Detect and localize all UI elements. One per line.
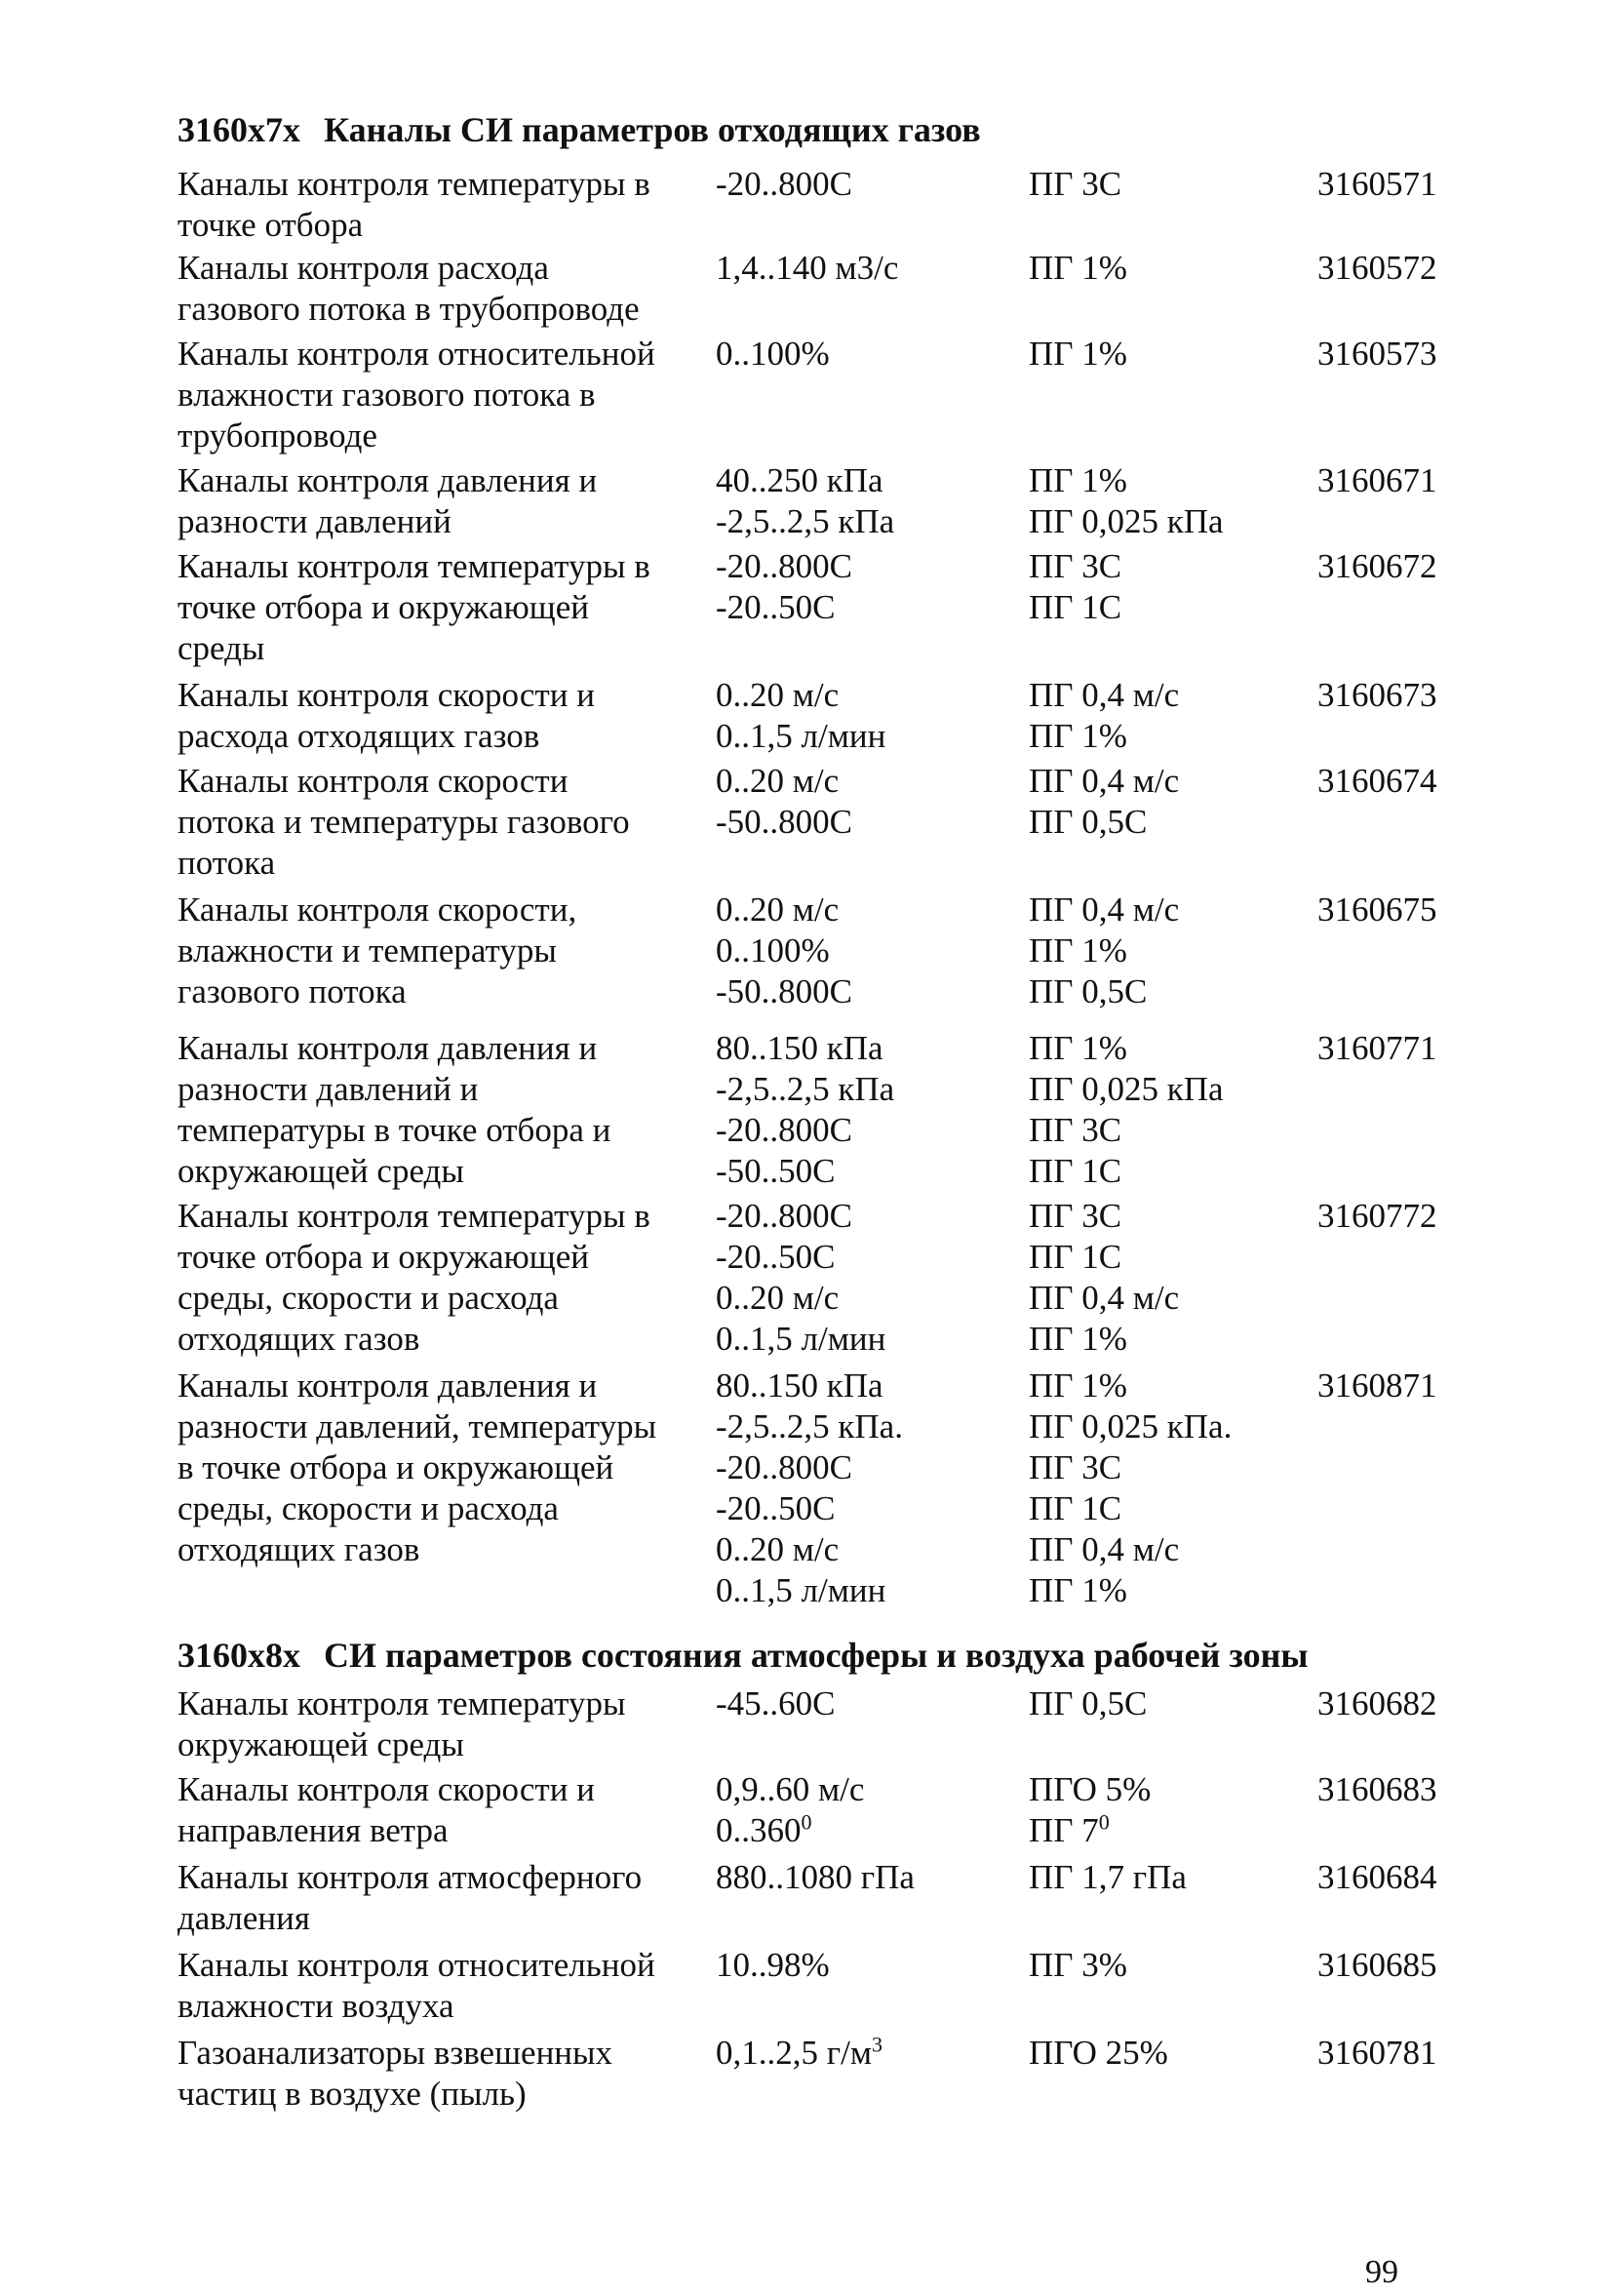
error-limit: ПГ 0,5С [1029, 1684, 1148, 1722]
measurement-range: 0,1..2,5 $г/м^3$ [716, 2032, 882, 2072]
channel-code: 3160685 [1317, 1946, 1437, 1984]
channel-code: 3160572 [1317, 249, 1437, 287]
error-limit: ПГ 3С [1029, 165, 1122, 203]
error-limit: ПГ 1% [1029, 335, 1127, 373]
measurement-range: 0..20 м/с -50..800С [716, 762, 852, 841]
measurement-range: -20..800С [716, 165, 852, 203]
error-limit: ПГ 1,7 гПа [1029, 1858, 1187, 1896]
section-title: Каналы СИ параметров отходящих газов [324, 110, 981, 149]
channel-code: 3160781 [1317, 2034, 1437, 2072]
measurement-range: -20..800С -20..50С [716, 547, 852, 626]
channel-code: 3160674 [1317, 762, 1437, 800]
measurement-range: 80..150 кПа -2,5..2,5 кПа -20..800С -50..50С [716, 1029, 895, 1190]
measurement-range: 40..250 кПа -2,5..2,5 кПа [716, 461, 895, 540]
channel-name: Каналы контроля расхода газового потока в трубопроводе [177, 249, 640, 328]
channel-code: 3160672 [1317, 547, 1437, 585]
channel-name: Каналы контроля давления и разности давлений, температуры в точке отбора и окружающей среды, скорости и расхода отходящих газов [177, 1366, 657, 1568]
error-limit: ПГ 0,4 м/с ПГ 0,5С [1029, 762, 1180, 841]
section-heading [177, 109, 981, 150]
channel-name: Каналы контроля давления и разности давлений и температуры в точке отбора и окружающей среды [177, 1029, 611, 1190]
error-limit: ПГО 5% ПГ $7^0$ [1029, 1770, 1152, 1849]
section-title: СИ параметров состояния атмосферы и воздуха рабочей зоны [324, 1636, 1309, 1675]
page-number: 99 [1365, 2254, 1398, 2290]
error-limit: ПГ 0,4 м/с ПГ 1% ПГ 0,5С [1029, 891, 1180, 1010]
channel-name: Каналы контроля температуры окружающей среды [177, 1684, 626, 1763]
measurement-range: 0..20 м/с 0..100% -50..800С [716, 891, 852, 1010]
error-limit: ПГ 3% [1029, 1946, 1127, 1984]
error-limit: ПГ 3С ПГ 1С [1029, 547, 1122, 626]
measurement-range: 1,4..140 м3/с [716, 249, 899, 287]
measurement-range: 10..98% [716, 1946, 830, 1984]
channel-name: Каналы контроля скорости потока и температуры газового потока [177, 762, 630, 882]
channel-code: 3160771 [1317, 1029, 1437, 1067]
error-limit: ПГ 1% ПГ 0,025 кПа. ПГ 3С ПГ 1С ПГ 0,4 м/с ПГ 1% [1029, 1366, 1233, 1609]
channel-name: Каналы контроля скорости и направления ветра [177, 1770, 595, 1849]
channel-name: Каналы контроля давления и разности давлений [177, 461, 598, 540]
error-limit: ПГ 0,4 м/с ПГ 1% [1029, 676, 1180, 755]
section-code: 3160x8x [177, 1636, 300, 1675]
channel-name: Каналы контроля температуры в точке отбора [177, 165, 650, 244]
channel-code: 3160675 [1317, 891, 1437, 929]
error-limit: ПГ 3С ПГ 1С ПГ 0,4 м/с ПГ 1% [1029, 1197, 1180, 1358]
channel-code: 3160571 [1317, 165, 1437, 203]
channel-code: 3160871 [1317, 1366, 1437, 1405]
measurement-range: 80..150 кПа -2,5..2,5 кПа. -20..800С -20..50С 0..20 м/с 0..1,5 л/мин [716, 1366, 903, 1609]
channel-name: Каналы контроля температуры в точке отбора и окружающей среды [177, 547, 650, 667]
channel-name: Каналы контроля атмосферного давления [177, 1858, 643, 1937]
section-code: 3160x7x [177, 110, 300, 149]
channel-code: 3160684 [1317, 1858, 1437, 1896]
channel-name: Газоанализаторы взвешенных частиц в воздухе (пыль) [177, 2034, 613, 2113]
measurement-range: -20..800С -20..50С 0..20 м/с 0..1,5 л/мин [716, 1197, 886, 1358]
section-heading [177, 1635, 1308, 1676]
measurement-range: 880..1080 гПа [716, 1858, 915, 1896]
channel-code: 3160671 [1317, 461, 1437, 499]
channel-code: 3160682 [1317, 1684, 1437, 1722]
measurement-range: -45..60С [716, 1684, 836, 1722]
error-limit: ПГ 1% ПГ 0,025 кПа ПГ 3С ПГ 1С [1029, 1029, 1224, 1190]
channel-name: Каналы контроля скорости, влажности и температуры газового потока [177, 891, 577, 1010]
channel-name: Каналы контроля скорости и расхода отходящих газов [177, 676, 595, 755]
channel-name: Каналы контроля температуры в точке отбора и окружающей среды, скорости и расхода отходящих газов [177, 1197, 650, 1358]
measurement-range: 0,9..60 м/с 0..360$^0$ [716, 1770, 865, 1849]
error-limit: ПГ 1% [1029, 249, 1127, 287]
channel-code: 3160573 [1317, 335, 1437, 373]
measurement-range: 0..20 м/с 0..1,5 л/мин [716, 676, 886, 755]
error-limit: ПГ 1% ПГ 0,025 кПа [1029, 461, 1224, 540]
error-limit: ПГО 25% [1029, 2034, 1168, 2072]
measurement-range: 0..100% [716, 335, 830, 373]
channel-code: 3160673 [1317, 676, 1437, 714]
channel-name: Каналы контроля относительной влажности газового потока в трубопроводе [177, 335, 655, 455]
channel-code: 3160683 [1317, 1770, 1437, 1808]
channel-code: 3160772 [1317, 1197, 1437, 1235]
channel-name: Каналы контроля относительной влажности воздуха [177, 1946, 655, 2025]
